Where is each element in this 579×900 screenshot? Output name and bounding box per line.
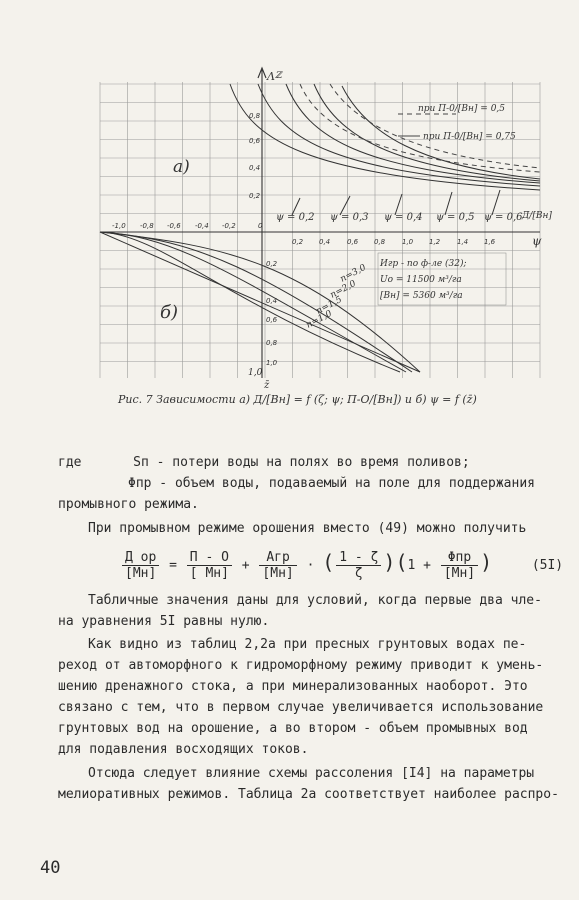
eq-plus: +: [241, 558, 250, 573]
tick-label-up: 0,4: [249, 164, 261, 172]
tick-label-up: 0,6: [249, 137, 261, 145]
panel-label-b: б): [160, 302, 179, 323]
intro-line: При промывном режиме орошения вместо (49) можно получить: [88, 521, 527, 536]
axis-top-label: Λ: [267, 70, 275, 83]
tick-label-right: 0,2: [292, 238, 304, 246]
lower-curve: [100, 232, 400, 372]
chart-grid: [100, 82, 540, 378]
phi-desc: - объем воды, подаваемый на поле для поддержания: [151, 476, 535, 491]
tick-label-right: 1,6: [484, 238, 496, 246]
axis-right-label: ψ: [532, 234, 542, 248]
where-word: где: [58, 455, 82, 470]
box-line-2: Uо = 11500 м³/га: [380, 275, 462, 285]
page-number: 40: [40, 858, 61, 878]
para-line-8: для подавления восходящих токов.: [58, 742, 309, 757]
tick-label-right: 1,2: [429, 238, 441, 246]
tick-label-down: 0,6: [266, 316, 278, 324]
eq-frac-3: $\frac{1 - \zeta}{\zeta}$: [336, 550, 381, 581]
lower-curve: [100, 232, 406, 372]
tick-label-right: 1,4: [457, 238, 469, 246]
where-line-3: промывного режима.: [58, 497, 199, 512]
tick-label-up: 0,8: [249, 112, 261, 120]
equation-51: $\frac{\text{Д ор}}{[Mн]}$ = $\frac{П - О}{[ Mн]}$ + $\frac{\text{Aгр}}{[Mн]}$ · ( $\frac{1 - \zeta}{\zeta}$ )(1 + $\frac{\text{Φпр}}{[Mн]}$ ) (5I): [120, 540, 579, 584]
psi-label: ψ = 0,3: [330, 212, 369, 223]
eq-frac-2: $\frac{\text{Aгр}}{[Mн]}$: [259, 550, 296, 581]
para-line-2: на уравнения 5I равны нулю.: [58, 614, 270, 629]
tick-label-down: 0,8: [266, 339, 278, 347]
tick-label-left: -0,2: [222, 222, 236, 230]
phi-term: Φпр: [128, 476, 152, 491]
para-line-5: шению дренажного стока, а при минерализованных наоборот. Это: [58, 679, 528, 694]
eq-frac-1: $\frac{П - О}{[ Mн]}$: [187, 550, 232, 581]
psi-label: ψ = 0,4: [384, 212, 423, 223]
panel-label-a: а): [173, 157, 190, 177]
axis-bottom-sub: z̄: [264, 380, 270, 391]
upper-dashed-curve: [330, 84, 540, 168]
tick-label-right: 1,0: [402, 238, 414, 246]
tick-label-right: 0,6: [347, 238, 359, 246]
axis-top-sub: ℤ: [275, 71, 282, 81]
n-curve-label: n=1,0: [304, 308, 334, 331]
where-line-2: [128, 473, 573, 494]
para-line-7: грунтовых вод на орошение, а во втором - объем промывных вод: [58, 721, 528, 736]
figure-caption: Рис. 7 Зависимости а) Д/[Вн] = f (ζ; ψ; П-О/[Вн]) и б) ψ = f (z̄): [118, 393, 477, 406]
para-line-4: реход от автоморфного к гидроморфному режиму приводит к умень-: [58, 658, 544, 673]
lower-curve: [100, 232, 420, 372]
s-term: Sп: [133, 455, 149, 470]
n-curve-label: n=2,0: [328, 278, 358, 301]
tick-label-left: -0,8: [140, 222, 154, 230]
eq-frac-4: $\frac{\text{Φпр}}{[Mн]}$: [441, 550, 478, 581]
figure-nomogram: [0, 0, 579, 420]
legend-mid: при П-0/[Вн] = 0,75: [423, 132, 516, 142]
where-line-1: [58, 452, 568, 473]
eq-left-frac: $\frac{\text{Д ор}}{[Mн]}$: [122, 550, 159, 581]
tick-label-left: -0,4: [195, 222, 209, 230]
tick-label-down: 1,0: [266, 359, 278, 367]
para-line-3: Как видно из таблиц 2,2а при пресных грунтовых водах пе-: [88, 637, 527, 652]
para-line-9: Отсюда следует влияние схемы рассоления [I4] на параметры: [88, 766, 535, 781]
tick-label-left: -0,6: [167, 222, 181, 230]
tick-label-down: 0,4: [266, 297, 278, 305]
box-line-1: Игр - по ф-ле (32);: [380, 259, 467, 269]
s-desc: - потери воды на полях во время поливов;: [148, 455, 470, 470]
tick-label-left: -1,0: [112, 222, 126, 230]
box-line-3: [Вн] = 5360 м³/га: [380, 291, 463, 301]
psi-label: ψ = 0,2: [276, 212, 315, 223]
tick-label-right: 0,8: [374, 238, 386, 246]
psi-label: ψ = 0,5: [436, 212, 475, 223]
eq-one-plus: 1 +: [407, 558, 431, 573]
eq-number: (5I): [531, 558, 564, 573]
axis-bottom-label: 1,0: [248, 368, 263, 378]
tick-label-up: 0,2: [249, 192, 261, 200]
eq-equals: =: [169, 558, 177, 573]
para-line-6: связано с тем, что в первом случае увеличивается использование: [58, 700, 544, 715]
eq-dot: ·: [306, 558, 315, 573]
psi-label: ψ = 0,6: [484, 212, 523, 223]
n-curve-label: n=1,5: [314, 294, 344, 317]
right-fraction-label: Д/[Вн]: [522, 211, 552, 221]
para-line-1: Табличные значения даны для условий, когда первые два чле-: [88, 593, 542, 608]
n-curve-label: n=3,0: [338, 262, 368, 285]
tick-label-left: 0: [258, 222, 263, 230]
legend-top: при П-0/[Вн] = 0,5: [418, 104, 506, 114]
upper-dashed-curve: [300, 84, 540, 172]
tick-label-down: 0,2: [266, 260, 278, 268]
para-line-10: мелиоративных режимов. Таблица 2а соответствует наиболее распро-: [58, 787, 559, 802]
tick-label-right: 0,4: [319, 238, 331, 246]
